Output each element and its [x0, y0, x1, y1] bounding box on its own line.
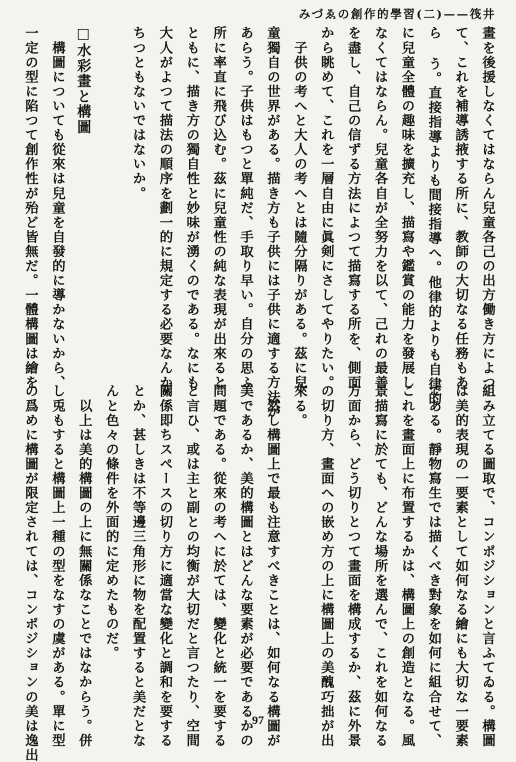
running-header	[30, 6, 496, 24]
lower-column-4: これを畫面上に布置するかは、構圖上の創造となる。風	[398, 384, 414, 748]
lower-column-17: し兎もすると構圖上一種の型をなすの虞がある。單に型	[49, 384, 65, 748]
lower-column-5: 景描寫に於ても、どんな場所を選んで、これを如何なる	[372, 384, 387, 748]
upper-column-9: 童獨自の世界がある。描き方も子供には子供に適する方法が	[264, 26, 280, 419]
upper-column-11: 所に率直に飛び込む。茲に兒童性の純な表現が出來ると	[210, 26, 226, 390]
lower-column-18: の爲めに構圖が限定されては、コンポジションの美は逸出	[22, 384, 38, 762]
lower-column-16: 以上は美的構圖の上に無關係なことではなからう。併	[76, 384, 92, 748]
upper-column-1: 畫を後援しなくてはならん兒童各己の出方働き方によつ	[479, 26, 495, 390]
upper-column-5: なくてはならん。兒童各自が全努力を以て、己れの最善	[372, 26, 387, 390]
lower-column-8: 來る。	[291, 384, 307, 428]
lower-column-13: 關係即ちスペースの切り方に適當な變化と調和を要する	[156, 384, 172, 748]
lower-column-11: 問題である。從來の考へに於ては、變化と統一を要する	[210, 384, 226, 748]
upper-column-10: あらう。子供はもつと單純だ、手取り早い。自分の思ふ	[237, 26, 253, 390]
lower-column-9: 然し構圖上で最も注意すべきことは、如何なる構圖が	[264, 384, 280, 748]
lower-column-3: である。靜物寫生では描くべき對象を如何に組合せて、	[425, 384, 441, 748]
upper-column-7: から眺めて、これを一層自由に眞剣にさしてやりたい。	[318, 26, 334, 390]
lower-column-12: と言ひ、或は主と副との均衡が大切だと言つたり、空間	[183, 384, 199, 748]
lower-text-block	[16, 384, 500, 762]
upper-column-2: て、これを補導誘掖する所に、教師の大切なる任務もあ	[452, 26, 468, 390]
upper-text-block	[16, 26, 500, 419]
upper-column-17: 構圖についても從來は兒童を自發的に導かないから、	[49, 26, 65, 390]
upper-column-4: に兒童全體の趣味を擴充し、描寫や鑑賞の能力を發展し	[398, 26, 414, 390]
upper-column-13: 大人がよつて描法の順序を劃一的に規定する必要なんか	[156, 26, 172, 390]
lower-column-6: 方面から、どう切りとつて畫面を構成するか、茲に外景	[345, 384, 361, 748]
lower-column-14: とか、甚しきは不等邊三角形に物を配置すると美だとな	[130, 384, 145, 748]
lower-column-1: 組み立てる圖取で、コンポジションと言ふてゐる。構圖	[479, 384, 495, 748]
running-header-text: みづゑの創作的學習(二)——筏井	[298, 7, 496, 21]
lower-column-10: 美であるか、美的構圖とはどんな要素が必要であるかの	[237, 384, 253, 748]
page-number: 97	[252, 713, 264, 727]
upper-column-16: □水彩畫と構圖	[75, 26, 92, 135]
upper-column-18: 一定の型に陷つて創作性が殆ど皆無だ。一體構圖は繪を	[22, 26, 38, 390]
upper-column-6: を盡し、自己の信ずる方法によつて描寫する所を、側面	[345, 26, 361, 390]
lower-column-15: んと色々の條件を外面的に定めたものだ。	[103, 384, 119, 661]
upper-column-8: 子供の考へと大人の考へとは隨分隔りがある。茲に兒	[291, 26, 307, 390]
lower-column-2: は美的表現の一要素として如何なる繪にも大切な一要素	[452, 384, 468, 748]
lower-column-7: の切り方、畫面への嵌め方の上に構圖上の美醜巧拙が出	[318, 384, 334, 748]
upper-column-3: ら う。直接指導よりも間接指導へ。他律的よりも自律的	[425, 26, 441, 406]
upper-column-14: ちつともないではないか。	[130, 26, 145, 201]
upper-column-12: ともに、描き方の獨自性と妙味が湧くのである。なにも	[183, 26, 199, 390]
